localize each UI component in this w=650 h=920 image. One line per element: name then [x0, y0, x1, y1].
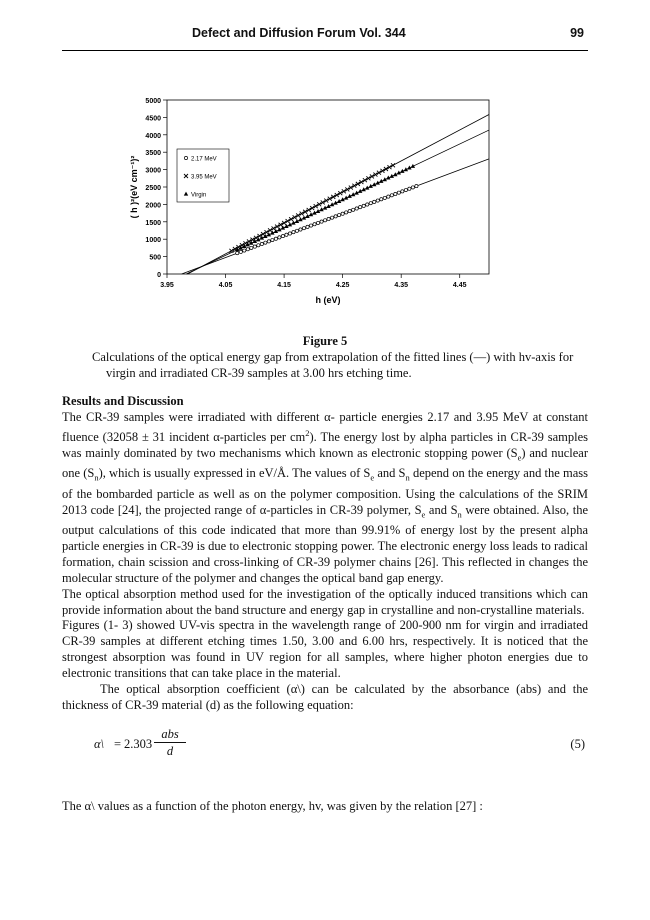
data-point [376, 199, 379, 202]
data-point [373, 200, 376, 203]
data-point [411, 186, 414, 189]
x-tick-label: 3.95 [160, 282, 174, 289]
y-tick-label: 0 [157, 272, 161, 279]
journal-title: Defect and Diffusion Forum Vol. 344 [192, 26, 406, 40]
data-point [338, 213, 341, 216]
data-point [257, 244, 260, 247]
legend [177, 149, 229, 202]
data-point [260, 242, 263, 245]
equation-numerator: abs [154, 727, 186, 743]
legend-label: Virgin [191, 192, 207, 199]
data-point [316, 221, 319, 224]
data-point [250, 246, 253, 249]
data-point [408, 187, 411, 190]
y-tick-label: 2500 [145, 185, 161, 192]
data-point [309, 224, 312, 227]
y-tick-label: 1000 [145, 237, 161, 245]
data-point [295, 229, 298, 232]
closing-line: The α\ values as a function of the photon energy, hv, was given by the relation [27] : [62, 799, 483, 813]
data-point [274, 237, 277, 240]
x-tick-label: 4.35 [394, 282, 408, 289]
paragraph-3: Figures (1- 3) showed UV-vis spectra in the wavelength range of 200-900 nm for virgin and irradiated CR-39 samples at different etching times 1.50, 3.00 and 6.00 hrs, respectively. It is noticed that the strongest absorption was found in UV region for all samples, where higher photon energies due to electronic transitions that can take place in the material. [62, 618, 588, 681]
data-point [401, 190, 404, 193]
data-point [415, 184, 418, 187]
data-point [271, 238, 274, 241]
data-point [299, 228, 302, 231]
y-tick-label: 1500 [145, 219, 161, 227]
data-point [334, 215, 337, 218]
y-tick-label: 5000 [145, 98, 161, 105]
data-point [397, 191, 400, 194]
results-section [62, 394, 588, 714]
data-point [394, 192, 397, 195]
data-point [383, 196, 386, 199]
section-title: Results and Discussion [62, 394, 184, 408]
data-point [387, 195, 390, 198]
equation-coefficient: 2.303 [124, 737, 153, 751]
data-point [362, 204, 365, 207]
data-point [306, 225, 309, 228]
data-point [243, 249, 246, 252]
data-point [288, 232, 291, 235]
data-point [292, 231, 295, 234]
x-axis-label: h (eV) [315, 295, 341, 305]
legend-label: 3.95 MeV [191, 174, 217, 181]
data-point [404, 188, 407, 191]
y-tick-label: 3500 [145, 150, 161, 158]
y-axis-label: ( h )²(eV cm⁻¹)² [129, 155, 139, 219]
y-tick-label: 3000 [145, 167, 161, 175]
data-point [313, 223, 316, 226]
data-point [239, 250, 242, 253]
data-point [246, 248, 249, 251]
page-number: 99 [570, 26, 584, 40]
data-point [380, 198, 383, 201]
x-tick-label: 4.05 [218, 282, 233, 289]
data-point [320, 220, 323, 223]
data-point [281, 234, 284, 237]
y-tick-label: 500 [149, 254, 161, 262]
x-tick-label: 4.45 [452, 282, 467, 289]
data-point [253, 245, 256, 248]
equation-denominator: d [166, 744, 174, 758]
paragraph-4: The optical absorption coefficient (α\) can be calculated by the absorbance (abs) and the thickness of CR-39 material (d) as the following equation: [62, 682, 588, 712]
data-point [285, 233, 288, 236]
data-point [355, 207, 358, 210]
paragraph-1: The CR-39 samples were irradiated with different α- particle energies 2.17 and 3.95 MeV at constant fluence (32058 ± 31 incident α-particles per $cm^2$). The energy lost by alpha particles in CR-39 samples was mainly dominated by two mechanisms which known as electronic stopping power $(S_e)$ and nuclear one $(S_n)$, which is usually expressed in eV/Å. The values of $S_e$ and $S_n$ depend on the energy and the mass of the bombarded particle as well as on the polymer composition. Using the calculations of the SRIM 2013 code [24], the projected range of α-particles in CR-39 polymer, $S_e$ and $S_n$ were obtained. Also, the output calculations of this code indicated that more than 99.91% of energy lost by the present alpha particle energies in CR-39 is due to electronic stopping power. The electronic energy loss leads to radical formation, chain scission and cross-linking of CR-39 polymer chains [26]. This reflected in changes the molecular structure of the polymer and changes the optical band gap energy. [62, 409, 588, 585]
data-point [278, 236, 281, 239]
data-point [369, 202, 372, 205]
data-point [267, 240, 270, 243]
data-point [327, 217, 330, 220]
paragraph-2: The optical absorption method used for the investigation of the optically induced transitions which can provide information about the band structure and energy gap in crystalline and non-crystalline materials. [62, 586, 588, 617]
data-point [359, 206, 362, 209]
page-header [62, 24, 588, 51]
equation-fraction [154, 727, 186, 760]
data-point [345, 211, 348, 214]
data-point [323, 219, 326, 222]
data-point [302, 227, 305, 230]
x-tick-label: 4.15 [277, 282, 291, 289]
figure-5-chart [110, 88, 510, 310]
data-point [264, 241, 267, 244]
data-point [390, 194, 393, 197]
legend-label: 2.17 MeV [191, 156, 217, 163]
equation-lhs: α\ [94, 737, 105, 751]
data-point [366, 203, 369, 206]
equation-5 [94, 727, 585, 767]
data-point [348, 209, 351, 212]
figure-title: Figure 5 [302, 334, 348, 348]
data-point [236, 252, 239, 255]
x-tick-label: 4.25 [335, 282, 350, 289]
data-point [352, 208, 355, 211]
data-point [341, 212, 344, 215]
equation-equals: = [114, 737, 122, 751]
figure-caption: Calculations of the optical energy gap from extrapolation of the fitted lines (—) with hv-axis for virgin and irradiated CR-39 samples at 3.00 hrs etching time. [92, 350, 574, 380]
equation-number: (5) [570, 737, 585, 751]
data-point [330, 216, 333, 219]
y-tick-label: 4500 [145, 115, 161, 123]
legend-marker [184, 156, 187, 159]
y-tick-label: 2000 [145, 202, 161, 210]
y-tick-label: 4000 [145, 132, 161, 140]
